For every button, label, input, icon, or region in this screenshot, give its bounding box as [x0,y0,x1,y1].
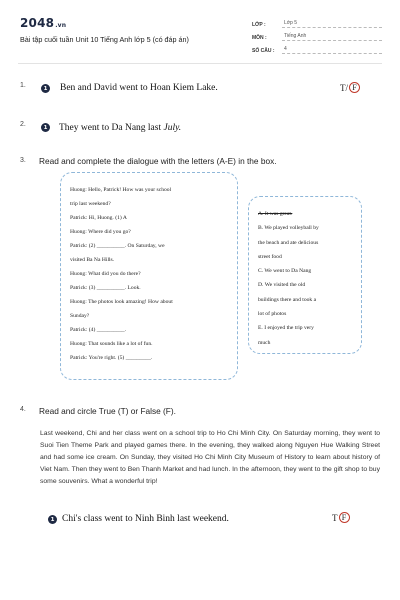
question-2-badge: 1 [41,123,50,132]
option-line: E. I enjoyed the trip very [258,325,314,332]
option-line: C. We went to Da Nang [258,268,312,275]
question-1-badge: 1 [41,84,50,93]
meta-row-subject [252,28,382,41]
question-4-number: 4. [20,406,26,413]
brand-suffix: .vn [55,22,67,29]
meta-label: LỚP : [252,22,266,28]
reading-passage: Last weekend, Chi and her class went on a school trip to Ho Chi Minh City. On Saturday morning, they went to Suoi Tien Theme Park and played games there. In the evening, they walked along Nguyen Hue Walking Street and had some ice cream. On Sunday, they visited Ho Chi Minh City Museum of History to learn about history of Viet Nam. Then they went to Ben Thanh Market and had lunch. In the afternoon, they went to the gift shop to buy some souvenirs. What a wonderful trip! [40,430,380,486]
dialogue-line: visited Ba Na Hills. [70,257,115,263]
dialogue-box [60,172,238,380]
dialogue-line: Huong: Hello, Patrick! How was your school [70,187,172,193]
option-line: buildings there and took a [258,296,317,303]
brand-name: 2048 [20,16,55,30]
question-4-heading: Read and circle True (T) or False (F). [39,406,176,416]
dialogue-line: Patrick: (4) __________. [70,327,127,333]
question-4-statement: Chi's class went to Ninh Binh last weekend. [62,514,229,524]
question-1-number: 1. [20,82,26,89]
dialogue-line: Huong: That sounds like a lot of fun. [70,341,153,347]
meta-value: 4 [282,46,382,54]
question-3-number: 3. [20,157,26,164]
question-2-answer: July. [163,123,182,133]
option-line: lot of photos [258,311,287,318]
false-option-circled[interactable]: F [349,82,360,93]
dialogue-line: Huong: Where did you go? [70,229,131,235]
false-option-circled[interactable]: F [339,512,350,523]
question-3-heading: Read and complete the dialogue with the letters (A-E) in the box. [39,156,277,166]
option-line: the beach and ate delicious [258,239,319,246]
document-title: Bài tập cuối tuần Unit 10 Tiếng Anh lớp 5 (có đáp án) [20,35,189,44]
meta-row-count [252,41,382,54]
meta-value: Tiếng Anh [282,33,382,41]
true-option[interactable]: T/ [340,82,348,93]
header-divider [18,63,382,64]
dialogue-line: Patrick: (3) __________. Look. [70,285,141,291]
dialogue-line: Sunday? [70,313,90,319]
dialogue-line: Huong: The photos look amazing! How about [70,299,173,305]
question-2-number: 2. [20,121,26,128]
question-1-true-false[interactable] [340,82,360,93]
option-line: much [258,339,271,346]
question-4-badge: 1 [48,515,57,524]
dialogue-line: Patrick: Hi, Huong. (1) A [70,215,127,221]
meta-label: SỐ CÂU : [252,48,275,54]
dialogue-line: trip last weekend? [70,201,111,207]
dialogue-line: Patrick: (2) __________. On Saturday, we [70,243,165,249]
option-a-used: A. It was great. [258,211,293,217]
option-line: street food [258,253,282,260]
option-line: B. We played volleyball by [258,225,319,232]
meta-row-class [252,15,382,28]
options-box [248,196,362,354]
question-2-statement [59,123,181,133]
meta-value: Lớp 5 [282,20,382,28]
brand-logo[interactable] [20,16,66,30]
true-option[interactable]: T [332,512,338,523]
question-2-text: They went to Da Nang last [59,123,164,133]
option-line: D. We visited the old [258,282,306,289]
question-4-true-false[interactable] [332,512,350,523]
dialogue-line: Patrick: You're right. (5) _________. [70,355,153,361]
question-1-statement: Ben and David went to Hoan Kiem Lake. [60,83,218,93]
meta-label: MÔN : [252,35,267,41]
dialogue-line: Huong: What did you do there? [70,271,141,277]
meta-info [252,15,382,54]
